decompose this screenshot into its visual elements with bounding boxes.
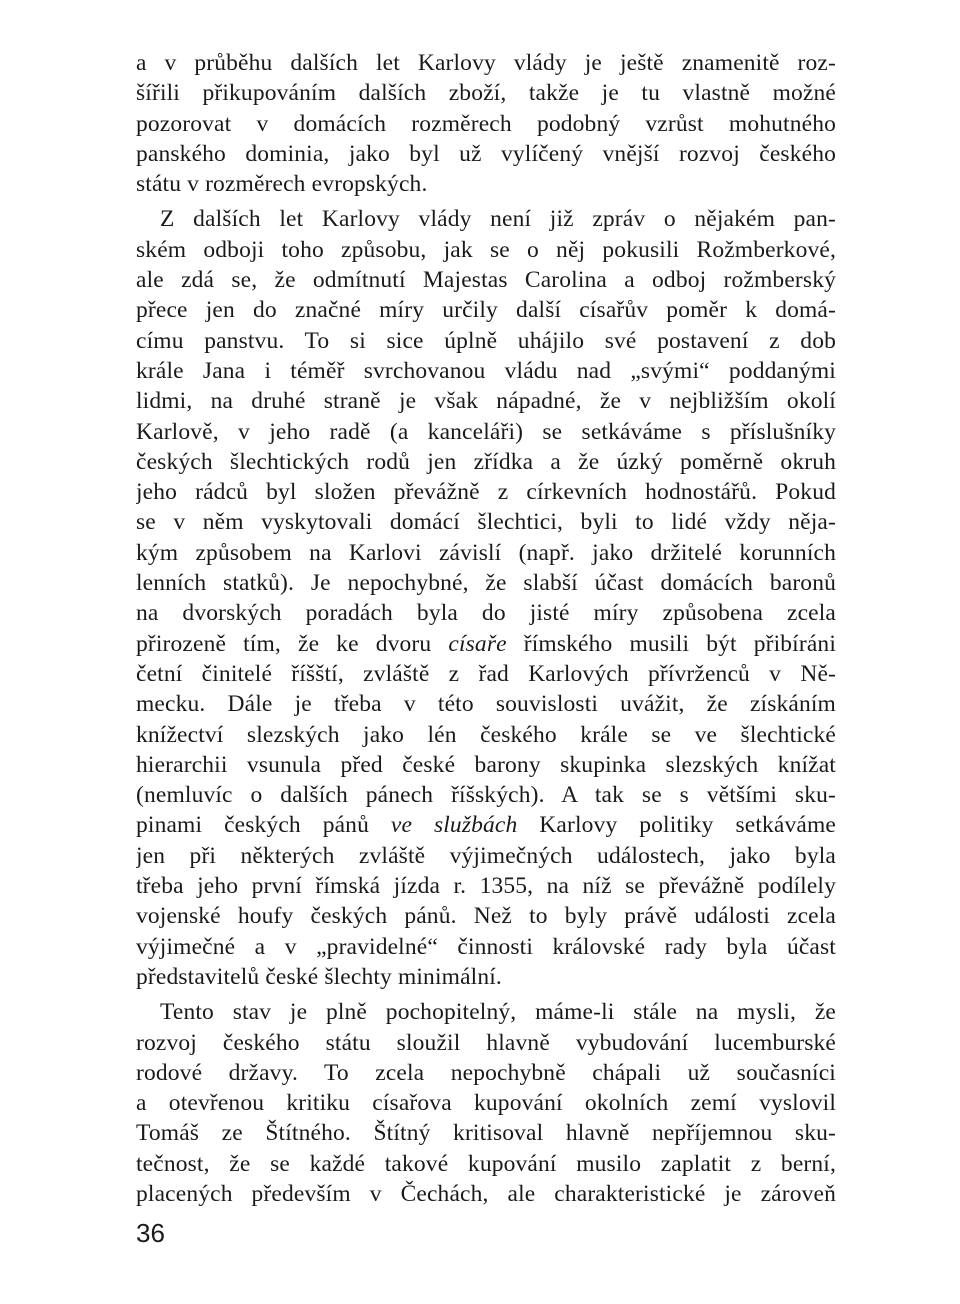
paragraph-3 xyxy=(136,997,836,1209)
text-line: třeba jeho první římská jízda r. 1355, na níž se převážně podílely xyxy=(136,873,836,900)
body-text xyxy=(136,48,836,1209)
line-segment: pinami českých pánů xyxy=(136,812,391,839)
page-number: 36 xyxy=(136,1218,165,1248)
text-line: panského dominia, jako byl už vylíčený vnější rozvoj českého xyxy=(136,140,836,167)
text-line: lenních statků). Je nepochybné, že slabší účast domácích baronů xyxy=(136,570,836,597)
line-segment: římského musili být přibíráni xyxy=(506,630,836,657)
text-line: mecku. Dále je třeba v této souvislosti uvážit, že získáním xyxy=(136,691,836,718)
text-line: hierarchii vsunula před české barony skupinka slezských knížat xyxy=(136,751,836,778)
text-line: Tomáš ze Štítného. Štítný kritisoval hlavně nepříjemnou sku- xyxy=(136,1120,836,1147)
text-line: četní činitelé říšští, zvláště z řad Karlových přívrženců v Ně- xyxy=(136,660,836,687)
text-line: placených především v Čechách, ale charakteristické je zároveň xyxy=(136,1180,836,1207)
text-line-with-italic xyxy=(136,629,836,659)
text-line: Tento stav je plně pochopitelný, máme-li stále na mysli, že xyxy=(160,999,836,1026)
text-line: knížectví slezských jako lén českého krále se ve šlechtické xyxy=(136,721,836,748)
text-line: krále Jana i téměř svrchovanou vládu nad „svými“ poddanými xyxy=(136,357,836,384)
text-line: címu panstvu. To si sice úplně uhájilo své postavení z dob xyxy=(136,327,836,354)
paragraph-1 xyxy=(136,48,836,199)
text-line: jeho rádců byl složen převážně z církevních hodnostářů. Pokud xyxy=(136,479,836,506)
text-line: představitelů české šlechty minimální. xyxy=(136,963,502,990)
line-segment: Karlovy politiky setkáváme xyxy=(517,812,836,839)
italic-phrase: ve službách xyxy=(390,812,518,839)
text-line: se v něm vyskytovali domácí šlechtici, byli to lidé vždy něja- xyxy=(136,509,836,536)
text-line: rodové državy. To zcela nepochybně chápali už současníci xyxy=(136,1059,836,1086)
text-line: Z dalších let Karlovy vlády není již zpráv o nějakém pan- xyxy=(160,206,836,233)
paragraph-2 xyxy=(136,204,836,992)
text-line: výjimečné a v „pravidelné“ činnosti královské rady byla účast xyxy=(136,933,836,960)
text-line: českých šlechtických rodů jen zřídka a že úzký poměrně okruh xyxy=(136,448,836,475)
text-line: přece jen do značné míry určily další císařův poměr k domá- xyxy=(136,297,836,324)
line-segment: přirozeně tím, že ke dvoru xyxy=(136,630,449,657)
text-line: na dvorských poradách byla do jisté míry způsobena zcela xyxy=(136,600,836,627)
text-line: rozvoj českého státu sloužil hlavně vybudování lucemburské xyxy=(136,1029,836,1056)
text-line: (nemluvíc o dalších pánech říšských). A tak se s většími sku- xyxy=(136,782,836,809)
text-line: ském odboji toho způsobu, jak se o něj pokusili Rožmberkové, xyxy=(136,236,836,263)
text-line: ale zdá se, že odmítnutí Majestas Carolina a odboj rožmberský xyxy=(136,267,836,294)
text-line: pozorovat v domácích rozměrech podobný vzrůst mohutného xyxy=(136,110,836,137)
text-line: a otevřenou kritiku císařova kupování okolních zemí vyslovil xyxy=(136,1090,836,1117)
text-line-with-italic xyxy=(136,810,836,840)
text-line: Karlově, v jeho radě (a kanceláři) se setkáváme s příslušníky xyxy=(136,418,836,445)
italic-word: císaře xyxy=(448,630,507,657)
text-line: státu v rozměrech evropských. xyxy=(136,171,428,198)
text-line: tečnost, že se každé takové kupování musilo zaplatit z berní, xyxy=(136,1150,836,1177)
text-line: vojenské houfy českých pánů. Než to byly právě události zcela xyxy=(136,903,836,930)
text-line: lidmi, na druhé straně je však nápadné, že v nejbližším okolí xyxy=(136,388,836,415)
text-line: šířili přikupováním dalších zboží, takže je tu vlastně možné xyxy=(136,80,836,107)
text-line: kým způsobem na Karlovi závislí (např. jako držitelé korunních xyxy=(136,539,836,566)
text-line: jen při některých zvláště výjimečných událostech, jako byla xyxy=(136,842,836,869)
text-line: a v průběhu dalších let Karlovy vlády je ještě znamenitě roz- xyxy=(136,50,836,76)
